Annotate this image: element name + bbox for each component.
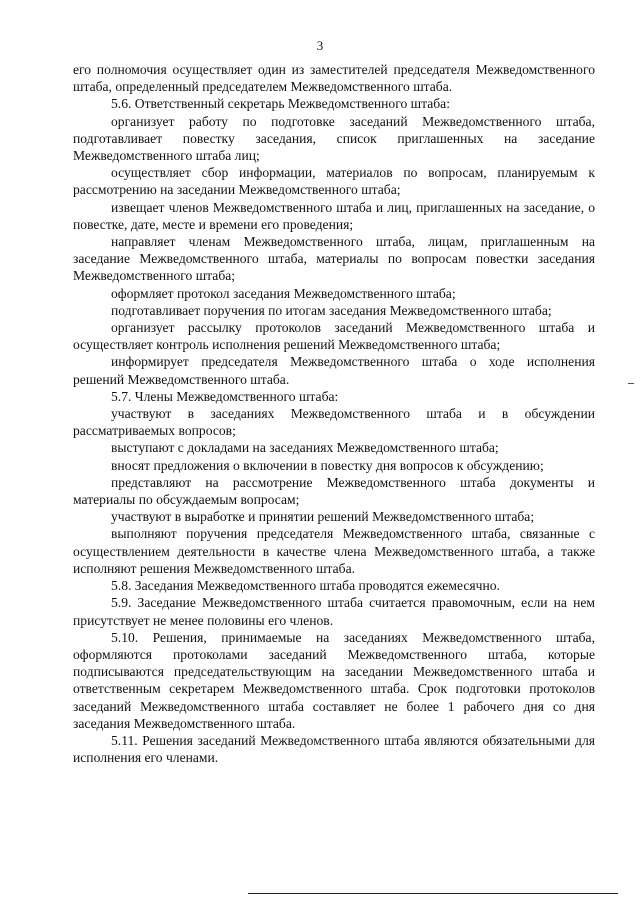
paragraph: 5.6. Ответственный секретарь Межведомственного штаба: [111,96,450,112]
paragraph: его полномочия осуществляет один из заместителей председателя Межведомственного штаба, определенный председателем Межведомственного штаба. [73,62,595,95]
paragraph: представляют на рассмотрение Межведомственного штаба документы и материалы по обсуждаемым вопросам; [73,474,595,508]
paragraph: организует работу по подготовке заседаний Межведомственного штаба, подготавливает повестку заседания, список приглашенных на заседание Межведомственного штаба лиц; [73,113,595,164]
paragraph: оформляет протокол заседания Межведомственного штаба; [111,285,456,301]
paragraph: участвуют в выработке и принятии решений Межведомственного штаба; [111,509,535,525]
paragraph: выполняют поручения председателя Межведомственного штаба, связанные с осуществлением деятельности в качестве члена Межведомственного штаба, а также исполняют решения Межведомственного штаба. [73,526,595,576]
paragraph: участвуют в заседаниях Межведомственного штаба и в обсуждении рассматриваемых вопросов; [73,406,595,439]
paragraph: 5.7. Члены Межведомственного штаба: [111,388,339,404]
paragraph: направляет членам Межведомственного штаба, лицам, приглашенным на заседание Межведомственного штаба, материалы по вопросам повестки заседания Межведомственного штаба; [73,234,595,284]
paragraph: 5.8. Заседания Межведомственного штаба проводятся ежемесячно. [111,578,500,594]
paragraph: 5.10. Решения, принимаемые на заседаниях Межведомственного штаба, оформляются протоколами заседаний Межведомственного штаба, которые подписываются председательствующим на заседании Межведомственного штаба и ответственным секретарем Межведомственного штаба. Срок подготовки протоколов заседаний Межведомственного штаба составляет не более 1 рабочего дня со дня заседания Межведомственного штаба. [73,629,595,731]
page-number: 3 [316,38,324,53]
paragraph: осуществляет сбор информации, материалов по вопросам, планируемым к рассмотрению на заседании Межведомственного штаба; [73,165,595,198]
bottom-rule [248,893,618,894]
paragraph: извещает членов Межведомственного штаба и лиц, приглашенных на заседание, о повестке, дате, месте и времени его проведения; [73,199,595,232]
paragraph: выступают с докладами на заседаниях Межведомственного штаба; [111,440,499,456]
paragraph: 5.11. Решения заседаний Межведомственного штаба являются обязательными для исполнения его членами. [73,732,595,766]
paragraph: подготавливает поручения по итогам заседания Межведомственного штаба; [111,302,552,318]
document-body [73,61,595,766]
paragraph: организует рассылку протоколов заседаний Межведомственного штаба и осуществляет контроль исполнения решений Межведомственного штаба; [73,320,595,353]
margin-mark [628,383,634,384]
paragraph: 5.9. Заседание Межведомственного штаба считается правомочным, если на нем присутствует не менее половины его членов. [73,595,595,628]
paragraph: вносят предложения о включении в повестку дня вопросов к обсуждению; [111,457,544,473]
paragraph: информирует председателя Межведомственного штаба о ходе исполнения решений Межведомственного штаба. [73,354,595,387]
